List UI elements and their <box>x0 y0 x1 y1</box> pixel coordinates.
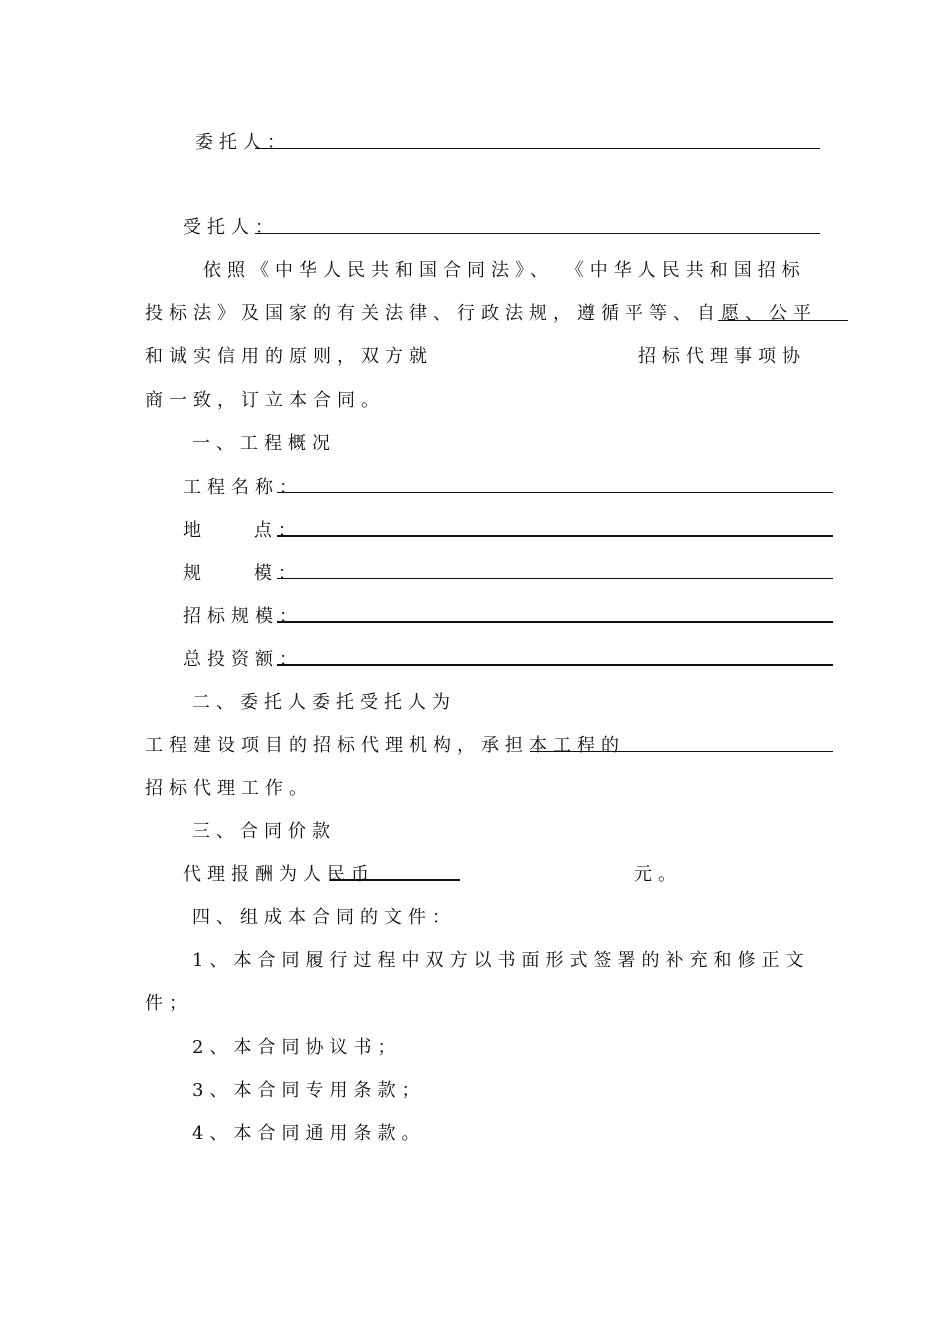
field-scale-line[interactable] <box>277 578 833 579</box>
field-investment-label: 总投资额： <box>183 649 303 670</box>
preamble-line-1: 依照《中华人民共和国合同法》、 《中华人民共和国招标 <box>203 260 806 281</box>
field-investment-line[interactable] <box>277 664 833 666</box>
field-project-name-label: 工程名称： <box>183 477 303 498</box>
preamble-line-2: 投标法》及国家的有关法律、行政法规，遵循平等、自愿、公平 <box>145 303 817 324</box>
section4-item-2: 2、本合同协议书； <box>192 1037 402 1058</box>
section4-heading: 四、组成本合同的文件： <box>192 907 456 928</box>
field-location-label: 地 点： <box>183 520 302 541</box>
field-bid-scale-line[interactable] <box>277 621 833 623</box>
fee-amount-line[interactable] <box>330 879 460 881</box>
section4-item-1b: 件； <box>145 993 193 1014</box>
preamble-underline <box>718 320 848 321</box>
client-blank-line[interactable] <box>255 148 820 149</box>
section2-line-3: 招标代理工作。 <box>145 778 313 799</box>
preamble-line-4: 商一致，订立本合同。 <box>145 390 385 411</box>
client-label: 委托人： <box>195 132 291 153</box>
section4-item-3: 3、本合同专用条款； <box>192 1080 426 1101</box>
section2-heading: 二、委托人委托受托人为 <box>192 692 456 713</box>
agent-label: 受托人： <box>183 217 279 238</box>
field-bid-scale-label: 招标规模： <box>183 606 303 627</box>
section4-item-1a: 1、本合同履行过程中双方以书面形式签署的补充和修正文 <box>192 950 810 971</box>
section2-blank-line[interactable] <box>530 751 833 752</box>
preamble-line-3a: 和诚实信用的原则，双方就 <box>145 346 433 367</box>
section2-line-2: 工程建设项目的招标代理机构，承担本工程的 <box>145 735 625 756</box>
fee-prefix: 代理报酬为人民币 <box>183 864 375 885</box>
preamble-line-3b: 招标代理事项协 <box>638 346 806 367</box>
fee-suffix: 元。 <box>634 864 682 885</box>
field-location-line[interactable] <box>277 535 833 537</box>
agent-blank-line[interactable] <box>255 233 820 234</box>
section1-heading: 一、工程概况 <box>192 433 336 454</box>
section4-item-4: 4、本合同通用条款。 <box>192 1123 426 1144</box>
field-project-name-line[interactable] <box>277 492 833 493</box>
section3-heading: 三、合同价款 <box>192 821 336 842</box>
field-scale-label: 规 模： <box>183 563 302 584</box>
